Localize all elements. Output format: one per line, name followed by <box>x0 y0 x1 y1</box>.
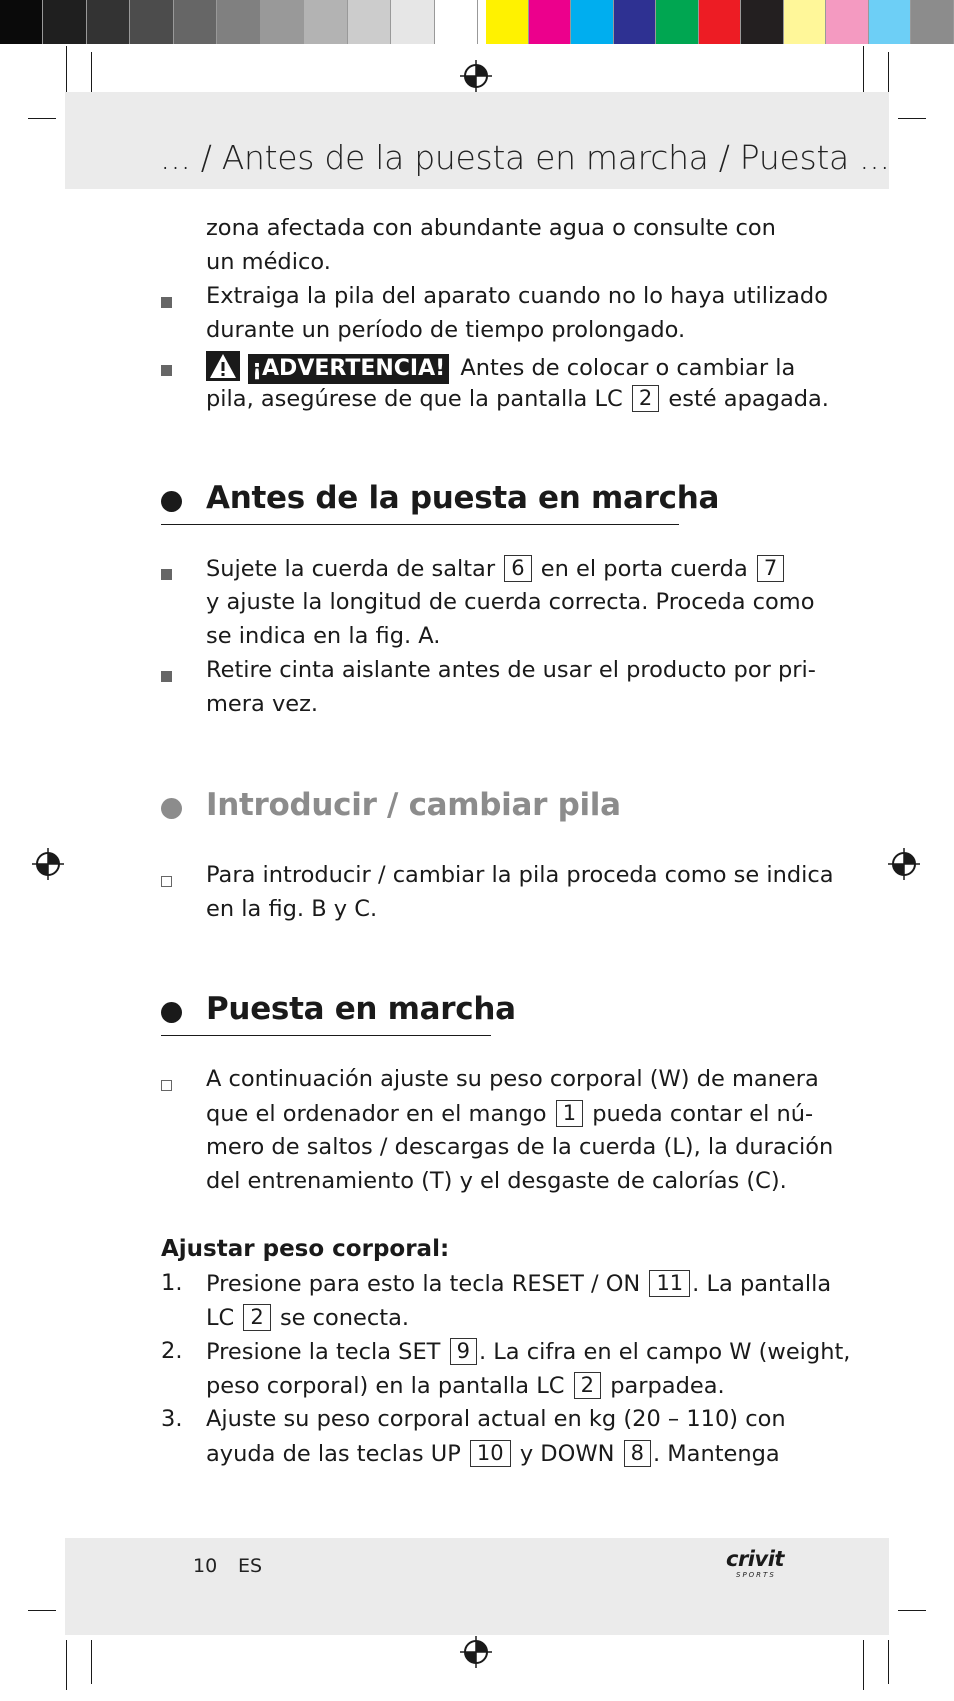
color-swatch <box>529 0 572 44</box>
bullet-square-outline-icon <box>161 1080 172 1091</box>
crop-mark <box>898 118 926 119</box>
paragraph-line: mera vez. <box>206 691 319 717</box>
color-swatch <box>699 0 742 44</box>
reference-number-box: 8 <box>624 1440 651 1467</box>
paragraph-line: mero de saltos / descargas de la cuerda (L), la duración <box>206 1134 834 1160</box>
paragraph-text: Antes de colocar o cambiar la <box>460 355 796 381</box>
paragraph-line <box>206 555 786 582</box>
color-calibration-bar <box>0 0 954 44</box>
reference-number-box: 10 <box>470 1440 511 1467</box>
reference-number-box: 11 <box>649 1270 690 1297</box>
paragraph-line: se indica en la fig. A. <box>206 623 441 649</box>
bullet-square-icon <box>161 297 172 308</box>
sub-heading: Ajustar peso corporal: <box>161 1236 450 1262</box>
color-swatch <box>869 0 912 44</box>
paragraph-text: Sujete la cuerda de saltar <box>206 556 496 582</box>
paragraph-text: . La cifra en el campo W (weight, <box>478 1339 851 1365</box>
paragraph-line: Retire cinta aislante antes de usar el producto por pri- <box>206 657 816 683</box>
language-code: ES <box>238 1555 263 1577</box>
paragraph-text: peso corporal) en la pantalla LC <box>206 1373 565 1399</box>
section-title-pila: Introducir / cambiar pila <box>206 787 621 823</box>
paragraph-line <box>206 1100 813 1127</box>
color-swatch <box>656 0 699 44</box>
paragraph-line <box>206 1440 780 1467</box>
section-title-puesta: Puesta en marcha <box>206 991 516 1027</box>
paragraph-line <box>206 1338 850 1365</box>
registration-mark-icon <box>460 60 492 92</box>
gray-swatch <box>261 0 304 44</box>
color-swatch <box>486 0 529 44</box>
registration-mark-icon <box>460 1636 492 1668</box>
step-number: 1. <box>161 1270 183 1296</box>
gray-swatch <box>391 0 434 44</box>
crop-mark <box>28 118 56 119</box>
crop-mark <box>888 1640 889 1684</box>
crop-mark <box>863 1640 864 1690</box>
paragraph-text: . La pantalla <box>692 1271 832 1297</box>
registration-mark-icon <box>32 848 64 880</box>
bullet-square-icon <box>161 365 172 376</box>
paragraph-line: A continuación ajuste su peso corporal (W) de manera <box>206 1066 819 1092</box>
crop-mark <box>28 1610 56 1611</box>
color-swatch <box>784 0 827 44</box>
gray-swatch <box>435 0 478 44</box>
bullet-square-icon <box>161 671 172 682</box>
paragraph-text: esté apagada. <box>668 386 829 412</box>
bullet-square-icon <box>161 569 172 580</box>
warning-line <box>206 351 795 384</box>
paragraph-line <box>206 1372 725 1399</box>
paragraph-line: Ajuste su peso corporal actual en kg (20 – 110) con <box>206 1406 786 1432</box>
paragraph-line: del entrenamiento (T) y el desgaste de calorías (C). <box>206 1168 787 1194</box>
paragraph-text: pueda contar el nú- <box>592 1101 814 1127</box>
paragraph-text: Presione la tecla SET <box>206 1339 441 1365</box>
section-underline <box>161 1035 491 1036</box>
crop-mark <box>91 1640 92 1684</box>
gray-swatch <box>87 0 130 44</box>
step-number: 3. <box>161 1406 183 1432</box>
step-number: 2. <box>161 1338 183 1364</box>
logo-subline: SPORTS <box>736 1571 776 1579</box>
color-swatches <box>486 0 954 44</box>
crop-mark <box>898 1610 926 1611</box>
color-swatch <box>741 0 784 44</box>
paragraph-text: LC <box>206 1305 235 1331</box>
reference-number-box: 2 <box>574 1372 601 1399</box>
paragraph-text: pila, asegúrese de que la pantalla LC <box>206 386 623 412</box>
section-bullet-icon <box>161 798 182 819</box>
paragraph-line: un médico. <box>206 249 331 275</box>
paragraph-line <box>206 385 829 412</box>
paragraph-text: ayuda de las teclas UP <box>206 1441 461 1467</box>
paragraph-line <box>206 1304 409 1331</box>
gray-swatch <box>348 0 391 44</box>
page-title: ... / Antes de la puesta en marcha / Puesta ... <box>160 138 890 177</box>
color-swatch <box>571 0 614 44</box>
reference-number-box: 6 <box>504 555 531 582</box>
crivit-logo <box>726 1548 794 1588</box>
warning-triangle-icon <box>206 351 240 381</box>
paragraph-text: parpadea. <box>610 1373 725 1399</box>
section-bullet-icon <box>161 1002 182 1023</box>
warning-label: ¡ADVERTENCIA! <box>248 354 449 384</box>
gray-swatch <box>130 0 173 44</box>
paragraph-line <box>206 1270 831 1297</box>
reference-number-box: 1 <box>556 1100 583 1127</box>
section-underline <box>161 524 679 525</box>
color-swatch <box>826 0 869 44</box>
paragraph-text: Presione para esto la tecla RESET / ON <box>206 1271 641 1297</box>
registration-mark-icon <box>888 848 920 880</box>
paragraph-line: en la fig. B y C. <box>206 896 378 922</box>
paragraph-line: Extraiga la pila del aparato cuando no lo haya utilizado <box>206 283 828 309</box>
crop-mark <box>66 1640 67 1690</box>
gray-swatch <box>0 0 43 44</box>
paragraph-line: Para introducir / cambiar la pila proceda como se indica <box>206 862 834 888</box>
crop-mark <box>66 46 67 96</box>
paragraph-text: en el porta cuerda <box>540 556 748 582</box>
paragraph-text: que el ordenador en el mango <box>206 1101 547 1127</box>
color-swatch <box>911 0 954 44</box>
reference-number-box: 9 <box>450 1338 477 1365</box>
section-bullet-icon <box>161 491 182 512</box>
reference-number-box: 2 <box>632 385 659 412</box>
paragraph-text: se conecta. <box>279 1305 410 1331</box>
gray-swatch <box>174 0 217 44</box>
reference-number-box: 7 <box>757 555 784 582</box>
section-title-antes: Antes de la puesta en marcha <box>206 480 720 516</box>
crop-mark <box>863 46 864 96</box>
logo-wordmark: crivit <box>726 1547 784 1571</box>
gray-swatches <box>0 0 478 44</box>
paragraph-text: . Mantenga <box>652 1441 780 1467</box>
page-number: 10 <box>193 1555 218 1577</box>
gray-swatch <box>43 0 86 44</box>
reference-number-box: 2 <box>243 1304 270 1331</box>
bullet-square-outline-icon <box>161 876 172 887</box>
color-swatch <box>614 0 657 44</box>
gray-swatch <box>217 0 260 44</box>
gray-swatch <box>304 0 347 44</box>
paragraph-text: y DOWN <box>519 1441 615 1467</box>
paragraph-line: durante un período de tiempo prolongado. <box>206 317 686 343</box>
paragraph-line: zona afectada con abundante agua o consulte con <box>206 215 776 241</box>
paragraph-line: y ajuste la longitud de cuerda correcta. Proceda como <box>206 589 815 615</box>
